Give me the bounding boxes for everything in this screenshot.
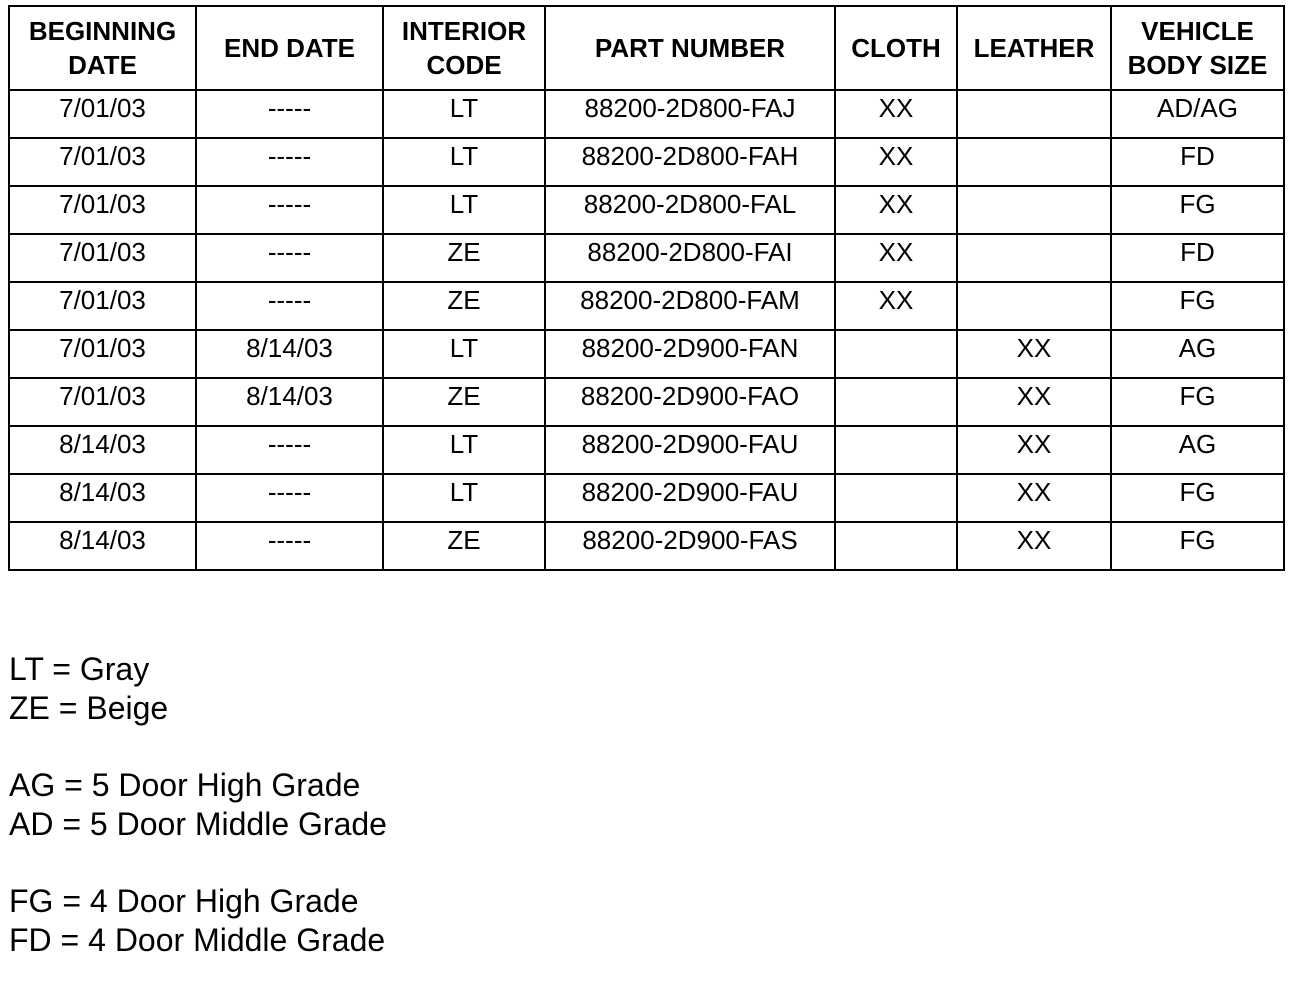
leather-cell [957,234,1111,282]
interior-code-cell: ZE [383,234,545,282]
leather-cell [957,282,1111,330]
part-number-cell: 88200-2D800-FAL [545,186,835,234]
end-date-cell: ----- [196,426,383,474]
vehicle-body-size-cell: FD [1111,138,1284,186]
end-date-cell: ----- [196,522,383,570]
header-row [9,6,1284,90]
parts-table [8,5,1285,571]
beginning-date-cell: 7/01/03 [9,186,196,234]
beginning-date-cell: 7/01/03 [9,234,196,282]
header-line: INTERIOR [401,16,527,46]
legend-group [9,650,387,728]
header-beginning-date [9,6,196,90]
vehicle-body-size-cell: FD [1111,234,1284,282]
header-line: CODE [426,50,502,80]
cloth-cell [835,474,957,522]
end-date-cell: ----- [196,90,383,138]
legend-line: AG = 5 Door High Grade [9,767,361,803]
vehicle-body-size-cell: AD/AG [1111,90,1284,138]
end-date-cell: ----- [196,186,383,234]
part-number-cell: 88200-2D800-FAH [545,138,835,186]
cloth-cell [835,522,957,570]
part-number-cell: 88200-2D800-FAJ [545,90,835,138]
legend-group [9,882,387,960]
vehicle-body-size-cell: AG [1111,330,1284,378]
beginning-date-cell: 7/01/03 [9,138,196,186]
cloth-cell: XX [835,282,957,330]
header-line: BEGINNING [28,16,177,46]
header-line: END DATE [224,33,355,63]
interior-code-cell: ZE [383,522,545,570]
leather-cell: XX [957,330,1111,378]
header-line: BODY SIZE [1127,50,1268,80]
header-line: LEATHER [973,33,1095,63]
end-date-cell: ----- [196,282,383,330]
table-row [9,186,1284,234]
end-date-cell: ----- [196,234,383,282]
end-date-cell: 8/14/03 [196,330,383,378]
header-interior-code [383,6,545,90]
vehicle-body-size-cell: FG [1111,186,1284,234]
header-line: PART NUMBER [594,33,786,63]
part-number-cell: 88200-2D900-FAU [545,426,835,474]
cloth-cell [835,426,957,474]
interior-code-cell: LT [383,186,545,234]
cloth-cell [835,330,957,378]
part-number-cell: 88200-2D800-FAM [545,282,835,330]
vehicle-body-size-cell: AG [1111,426,1284,474]
legend-line: FD = 4 Door Middle Grade [9,922,386,958]
legend-group [9,766,387,844]
beginning-date-cell: 7/01/03 [9,90,196,138]
interior-code-cell: ZE [383,378,545,426]
header-line: CLOTH [851,33,941,63]
cloth-cell: XX [835,90,957,138]
leather-cell [957,186,1111,234]
cloth-cell [835,378,957,426]
vehicle-body-size-cell: FG [1111,282,1284,330]
header-line: DATE [68,50,137,80]
header-part-number [545,6,835,90]
interior-code-cell: LT [383,138,545,186]
vehicle-body-size-cell: FG [1111,378,1284,426]
part-number-cell: 88200-2D800-FAI [545,234,835,282]
part-number-cell: 88200-2D900-FAU [545,474,835,522]
header-line: VEHICLE [1141,16,1254,46]
table-row [9,522,1284,570]
cloth-cell: XX [835,138,957,186]
interior-code-cell: ZE [383,282,545,330]
code-legend [9,650,387,998]
part-number-cell: 88200-2D900-FAS [545,522,835,570]
table-row [9,426,1284,474]
table-row [9,330,1284,378]
beginning-date-cell: 7/01/03 [9,330,196,378]
beginning-date-cell: 8/14/03 [9,426,196,474]
end-date-cell: 8/14/03 [196,378,383,426]
legend-line: LT = Gray [9,651,150,687]
table-row [9,234,1284,282]
leather-cell [957,90,1111,138]
vehicle-body-size-cell: FG [1111,522,1284,570]
leather-cell [957,138,1111,186]
part-number-cell: 88200-2D900-FAN [545,330,835,378]
table-row [9,138,1284,186]
header-cloth [835,6,957,90]
header-end-date [196,6,383,90]
table-row [9,474,1284,522]
interior-code-cell: LT [383,90,545,138]
leather-cell: XX [957,426,1111,474]
table-body [9,90,1284,570]
leather-cell: XX [957,522,1111,570]
beginning-date-cell: 7/01/03 [9,378,196,426]
cloth-cell: XX [835,186,957,234]
legend-line: FG = 4 Door High Grade [9,883,359,919]
beginning-date-cell: 8/14/03 [9,474,196,522]
table-row [9,282,1284,330]
beginning-date-cell: 8/14/03 [9,522,196,570]
interior-code-cell: LT [383,426,545,474]
end-date-cell: ----- [196,474,383,522]
end-date-cell: ----- [196,138,383,186]
part-number-cell: 88200-2D900-FAO [545,378,835,426]
header-vehicle-body-size [1111,6,1284,90]
header-leather [957,6,1111,90]
table-row [9,90,1284,138]
cloth-cell: XX [835,234,957,282]
leather-cell: XX [957,474,1111,522]
table-row [9,378,1284,426]
table-header [9,6,1284,90]
legend-line: AD = 5 Door Middle Grade [9,806,387,842]
beginning-date-cell: 7/01/03 [9,282,196,330]
legend-line: ZE = Beige [9,690,169,726]
interior-code-cell: LT [383,330,545,378]
vehicle-body-size-cell: FG [1111,474,1284,522]
interior-code-cell: LT [383,474,545,522]
leather-cell: XX [957,378,1111,426]
